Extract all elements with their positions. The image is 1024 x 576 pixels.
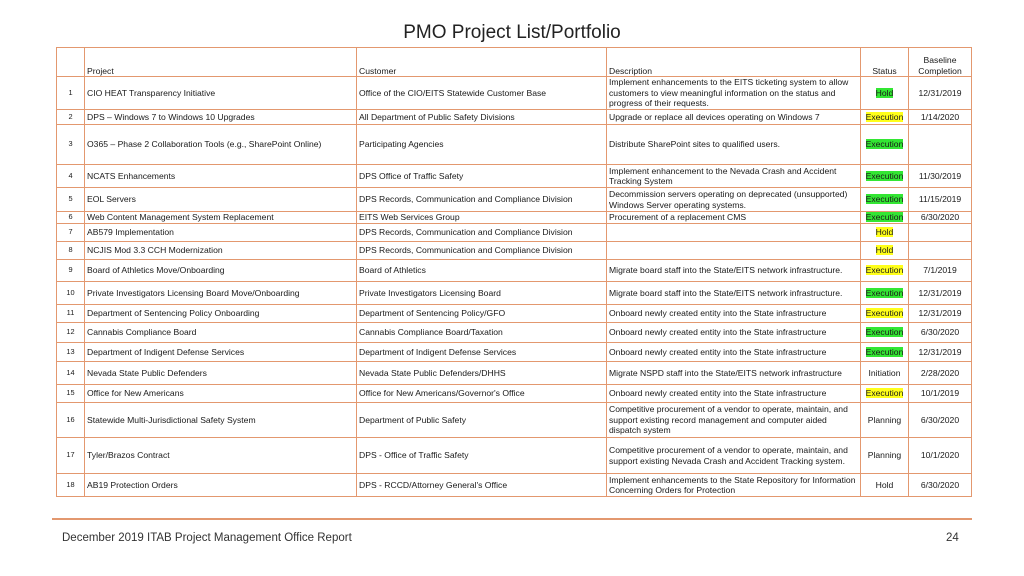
cell-project: CIO HEAT Transparency Initiative — [85, 77, 357, 110]
row-number: 17 — [57, 438, 85, 474]
cell-completion: 12/31/2019 — [909, 282, 972, 305]
cell-customer: DPS - Office of Traffic Safety — [357, 438, 607, 474]
cell-completion: 12/31/2019 — [909, 77, 972, 110]
cell-project: AB19 Protection Orders — [85, 474, 357, 497]
table-header-row — [57, 48, 972, 77]
cell-status — [861, 385, 909, 403]
cell-description: Onboard newly created entity into the State infrastructure — [607, 323, 861, 343]
row-number: 16 — [57, 403, 85, 438]
cell-customer: All Department of Public Safety Divisions — [357, 110, 607, 125]
cell-status — [861, 125, 909, 165]
cell-description: Procurement of a replacement CMS — [607, 212, 861, 224]
status-badge: Execution — [865, 265, 904, 276]
cell-description: Competitive procurement of a vendor to operate, maintain, and support existing Nevada Crash and Accident Tracking system. — [607, 438, 861, 474]
row-number: 14 — [57, 362, 85, 385]
cell-project: Board of Athletics Move/Onboarding — [85, 260, 357, 282]
row-number: 8 — [57, 242, 85, 260]
table-row — [57, 403, 972, 438]
cell-customer: Cannabis Compliance Board/Taxation — [357, 323, 607, 343]
cell-completion: 10/1/2020 — [909, 438, 972, 474]
header-status: Status — [861, 48, 909, 77]
row-number: 2 — [57, 110, 85, 125]
status-badge: Execution — [865, 327, 904, 338]
cell-customer: Department of Indigent Defense Services — [357, 343, 607, 362]
cell-project: Statewide Multi-Jurisdictional Safety System — [85, 403, 357, 438]
header-description: Description — [607, 48, 861, 77]
cell-customer: Nevada State Public Defenders/DHHS — [357, 362, 607, 385]
table-row — [57, 323, 972, 343]
row-number: 10 — [57, 282, 85, 305]
cell-description: Decommission servers operating on deprecated (unsupported) Windows Server operating systems. — [607, 188, 861, 212]
row-number: 7 — [57, 224, 85, 242]
cell-completion: 12/31/2019 — [909, 305, 972, 323]
table-row — [57, 305, 972, 323]
cell-status — [861, 165, 909, 188]
status-badge: Execution — [865, 139, 904, 150]
footer-title: December 2019 ITAB Project Management Office Report — [62, 532, 352, 544]
table-row — [57, 125, 972, 165]
cell-status — [861, 188, 909, 212]
table-row — [57, 224, 972, 242]
status-badge: Hold — [875, 87, 894, 98]
cell-customer: Private Investigators Licensing Board — [357, 282, 607, 305]
status-badge: Planning — [867, 450, 902, 461]
cell-status — [861, 323, 909, 343]
cell-status — [861, 260, 909, 282]
table-body — [57, 77, 972, 497]
row-number: 18 — [57, 474, 85, 497]
row-number: 15 — [57, 385, 85, 403]
cell-status — [861, 343, 909, 362]
cell-completion: 7/1/2019 — [909, 260, 972, 282]
table-row — [57, 260, 972, 282]
cell-description: Onboard newly created entity into the State infrastructure — [607, 305, 861, 323]
table-row — [57, 362, 972, 385]
cell-description: Distribute SharePoint sites to qualified users. — [607, 125, 861, 165]
cell-description: Implement enhancements to the EITS ticketing system to allow customers to view meaningful information on the status and progress of their requests. — [607, 77, 861, 110]
status-badge: Execution — [865, 346, 904, 357]
cell-status — [861, 474, 909, 497]
footer-divider — [52, 518, 972, 520]
cell-status — [861, 403, 909, 438]
cell-description — [607, 242, 861, 260]
cell-description: Onboard newly created entity into the State infrastructure — [607, 385, 861, 403]
cell-project: NCJIS Mod 3.3 CCH Modernization — [85, 242, 357, 260]
status-badge: Hold — [875, 245, 894, 256]
cell-customer: DPS Office of Traffic Safety — [357, 165, 607, 188]
table-row — [57, 188, 972, 212]
row-number: 6 — [57, 212, 85, 224]
table-row — [57, 385, 972, 403]
table-row — [57, 242, 972, 260]
cell-project: Nevada State Public Defenders — [85, 362, 357, 385]
cell-project: Private Investigators Licensing Board Move/Onboarding — [85, 282, 357, 305]
status-badge: Planning — [867, 414, 902, 425]
cell-status — [861, 362, 909, 385]
cell-project: DPS – Windows 7 to Windows 10 Upgrades — [85, 110, 357, 125]
cell-project: NCATS Enhancements — [85, 165, 357, 188]
cell-project: EOL Servers — [85, 188, 357, 212]
project-table — [56, 47, 972, 497]
cell-customer: Department of Public Safety — [357, 403, 607, 438]
row-number: 5 — [57, 188, 85, 212]
table-row — [57, 438, 972, 474]
cell-status — [861, 305, 909, 323]
cell-description: Migrate NSPD staff into the State/EITS network infrastructure — [607, 362, 861, 385]
status-badge: Hold — [875, 479, 894, 490]
cell-status — [861, 77, 909, 110]
cell-description: Implement enhancements to the State Repository for Information Concerning Orders for Protection — [607, 474, 861, 497]
cell-completion: 6/30/2020 — [909, 212, 972, 224]
cell-completion: 11/30/2019 — [909, 165, 972, 188]
status-badge: Execution — [865, 388, 904, 399]
status-badge: Execution — [865, 308, 904, 319]
cell-customer: Office for New Americans/Governor's Office — [357, 385, 607, 403]
status-badge: Hold — [875, 227, 894, 238]
cell-status — [861, 224, 909, 242]
cell-completion: 6/30/2020 — [909, 474, 972, 497]
status-badge: Execution — [865, 194, 904, 205]
row-number: 13 — [57, 343, 85, 362]
row-number: 9 — [57, 260, 85, 282]
cell-description: Migrate board staff into the State/EITS network infrastructure. — [607, 282, 861, 305]
header-customer: Customer — [357, 48, 607, 77]
cell-completion: 6/30/2020 — [909, 323, 972, 343]
table-row — [57, 212, 972, 224]
cell-customer: Office of the CIO/EITS Statewide Customer Base — [357, 77, 607, 110]
cell-project: Department of Indigent Defense Services — [85, 343, 357, 362]
status-badge: Initiation — [868, 367, 901, 378]
row-number: 4 — [57, 165, 85, 188]
cell-project: Department of Sentencing Policy Onboarding — [85, 305, 357, 323]
table-row — [57, 77, 972, 110]
cell-completion: 2/28/2020 — [909, 362, 972, 385]
cell-status — [861, 110, 909, 125]
cell-status — [861, 212, 909, 224]
cell-description: Onboard newly created entity into the State infrastructure — [607, 343, 861, 362]
cell-customer: Board of Athletics — [357, 260, 607, 282]
cell-completion — [909, 224, 972, 242]
cell-description: Implement enhancement to the Nevada Crash and Accident Tracking System — [607, 165, 861, 188]
cell-description — [607, 224, 861, 242]
cell-completion: 1/14/2020 — [909, 110, 972, 125]
cell-customer: DPS Records, Communication and Compliance Division — [357, 188, 607, 212]
cell-customer: DPS - RCCD/Attorney General's Office — [357, 474, 607, 497]
header-completion: Baseline Completion — [909, 48, 972, 77]
page-number: 24 — [946, 532, 959, 544]
cell-completion: 11/15/2019 — [909, 188, 972, 212]
cell-status — [861, 242, 909, 260]
table-row — [57, 110, 972, 125]
header-project: Project — [85, 48, 357, 77]
status-badge: Execution — [865, 170, 904, 181]
table-row — [57, 474, 972, 497]
cell-customer: Department of Sentencing Policy/GFO — [357, 305, 607, 323]
cell-project: Web Content Management System Replacement — [85, 212, 357, 224]
cell-project: AB579 Implementation — [85, 224, 357, 242]
status-badge: Execution — [865, 287, 904, 298]
cell-project: O365 – Phase 2 Collaboration Tools (e.g., SharePoint Online) — [85, 125, 357, 165]
cell-completion — [909, 125, 972, 165]
cell-customer: EITS Web Services Group — [357, 212, 607, 224]
page-title: PMO Project List/Portfolio — [403, 22, 621, 43]
row-number: 12 — [57, 323, 85, 343]
cell-completion: 6/30/2020 — [909, 403, 972, 438]
cell-customer: DPS Records, Communication and Compliance Division — [357, 224, 607, 242]
table-row — [57, 282, 972, 305]
cell-project: Cannabis Compliance Board — [85, 323, 357, 343]
cell-status — [861, 282, 909, 305]
table-row — [57, 343, 972, 362]
cell-completion: 10/1/2019 — [909, 385, 972, 403]
table-row — [57, 165, 972, 188]
cell-description: Migrate board staff into the State/EITS network infrastructure. — [607, 260, 861, 282]
cell-project: Tyler/Brazos Contract — [85, 438, 357, 474]
header-number — [57, 48, 85, 77]
row-number: 11 — [57, 305, 85, 323]
row-number: 1 — [57, 77, 85, 110]
cell-description: Competitive procurement of a vendor to operate, maintain, and support existing record management and computer aided dispatch system — [607, 403, 861, 438]
cell-customer: Participating Agencies — [357, 125, 607, 165]
row-number: 3 — [57, 125, 85, 165]
cell-status — [861, 438, 909, 474]
cell-customer: DPS Records, Communication and Compliance Division — [357, 242, 607, 260]
cell-project: Office for New Americans — [85, 385, 357, 403]
cell-description: Upgrade or replace all devices operating on Windows 7 — [607, 110, 861, 125]
cell-completion: 12/31/2019 — [909, 343, 972, 362]
cell-completion — [909, 242, 972, 260]
status-badge: Execution — [865, 212, 904, 223]
status-badge: Execution — [865, 111, 904, 122]
